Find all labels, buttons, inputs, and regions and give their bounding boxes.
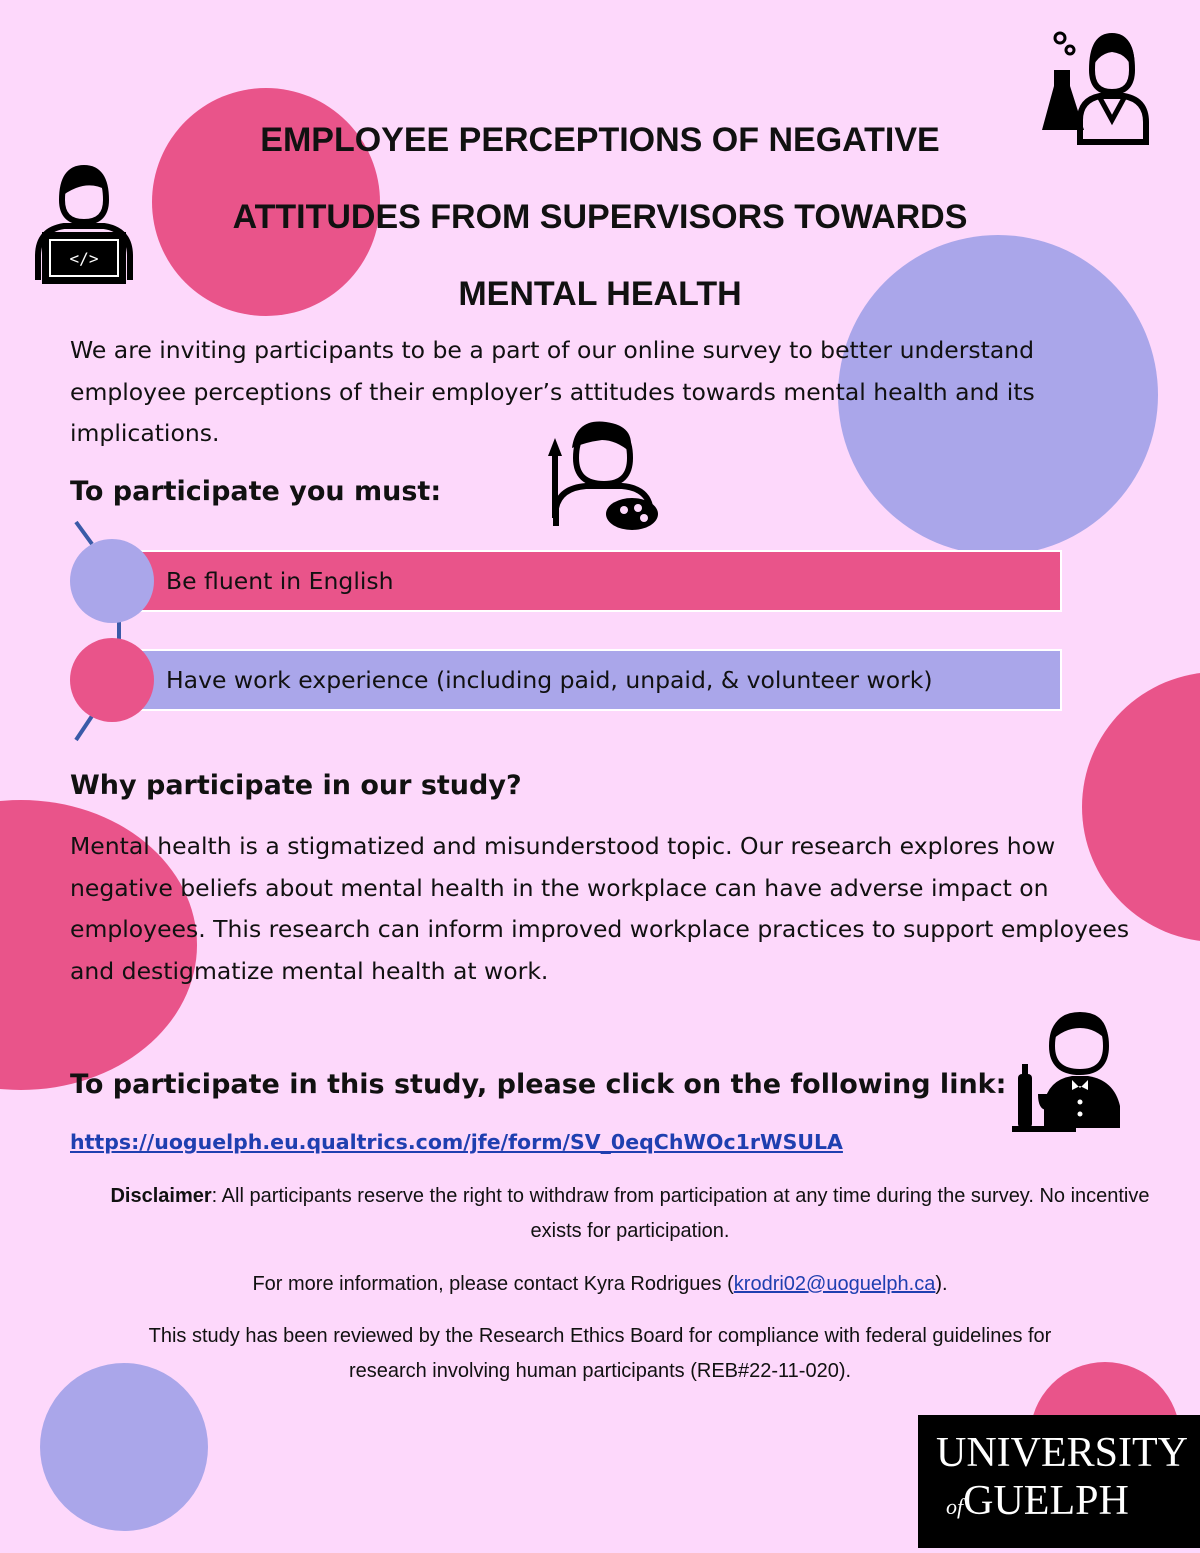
intro-text: We are inviting participants to be a part of our online survey to better understand employee perceptions of their employer’s attitudes towards mental health and its implications. — [70, 336, 1035, 447]
title-line-3: MENTAL HEALTH — [458, 275, 742, 313]
why-text: Mental health is a stigmatized and misunderstood topic. Our research explores how negative beliefs about mental health in the workplace can have adverse impact on employees. This research can inform improved workplace practices to support employees and destigmatize mental health at work. — [70, 832, 1130, 985]
contact-suffix: ). — [935, 1273, 948, 1295]
requirement-bullet-1 — [70, 539, 154, 623]
scientist-icon — [1040, 30, 1152, 146]
disclaimer-text: : All participants reserve the right to withdraw from participation at any time during the survey. No incentive exists for participation. — [211, 1185, 1150, 1242]
logo-of: of — [946, 1494, 964, 1519]
waiter-icon — [1008, 1010, 1132, 1134]
disclaimer — [110, 1179, 1150, 1249]
programmer-icon — [32, 160, 134, 286]
requirement-label: Be fluent in English — [166, 567, 394, 595]
disclaimer-label: Disclaimer — [110, 1185, 212, 1207]
logo-line-1: UNIVERSITY — [936, 1430, 1188, 1476]
university-logo — [918, 1415, 1200, 1548]
cta-heading: To participate in this study, please click on the following link: — [70, 1069, 1007, 1100]
why-heading: Why participate in our study? — [70, 770, 522, 801]
requirement-label: Have work experience (including paid, unpaid, & volunteer work) — [166, 666, 933, 694]
contact-info — [60, 1267, 1140, 1302]
requirement-bullet-2 — [70, 638, 154, 722]
contact-prefix: For more information, please contact Kyra Rodrigues ( — [252, 1273, 734, 1295]
title-line-2: ATTITUDES FROM SUPERVISORS TOWARDS — [232, 198, 968, 236]
requirements-heading: To participate you must: — [70, 476, 442, 507]
ethics-statement: This study has been reviewed by the Research Ethics Board for compliance with federal guidelines for research involving human participants (REB#22-11-020). — [148, 1325, 1052, 1382]
survey-link[interactable]: https://uoguelph.eu.qualtrics.com/jfe/form/SV_0eqChWOc1rWSULA — [70, 1130, 843, 1154]
svg-text:</>: </> — [69, 249, 99, 268]
logo-line-2 — [946, 1477, 1129, 1525]
page-title — [150, 102, 1050, 333]
requirement-item-work-experience — [122, 649, 1062, 711]
logo-line-2-text: GUELPH — [963, 1478, 1129, 1524]
contact-email-link[interactable]: krodri02@uoguelph.ca — [733, 1273, 936, 1295]
title-line-1: EMPLOYEE PERCEPTIONS OF NEGATIVE — [260, 121, 940, 159]
requirement-item-english — [122, 550, 1062, 612]
